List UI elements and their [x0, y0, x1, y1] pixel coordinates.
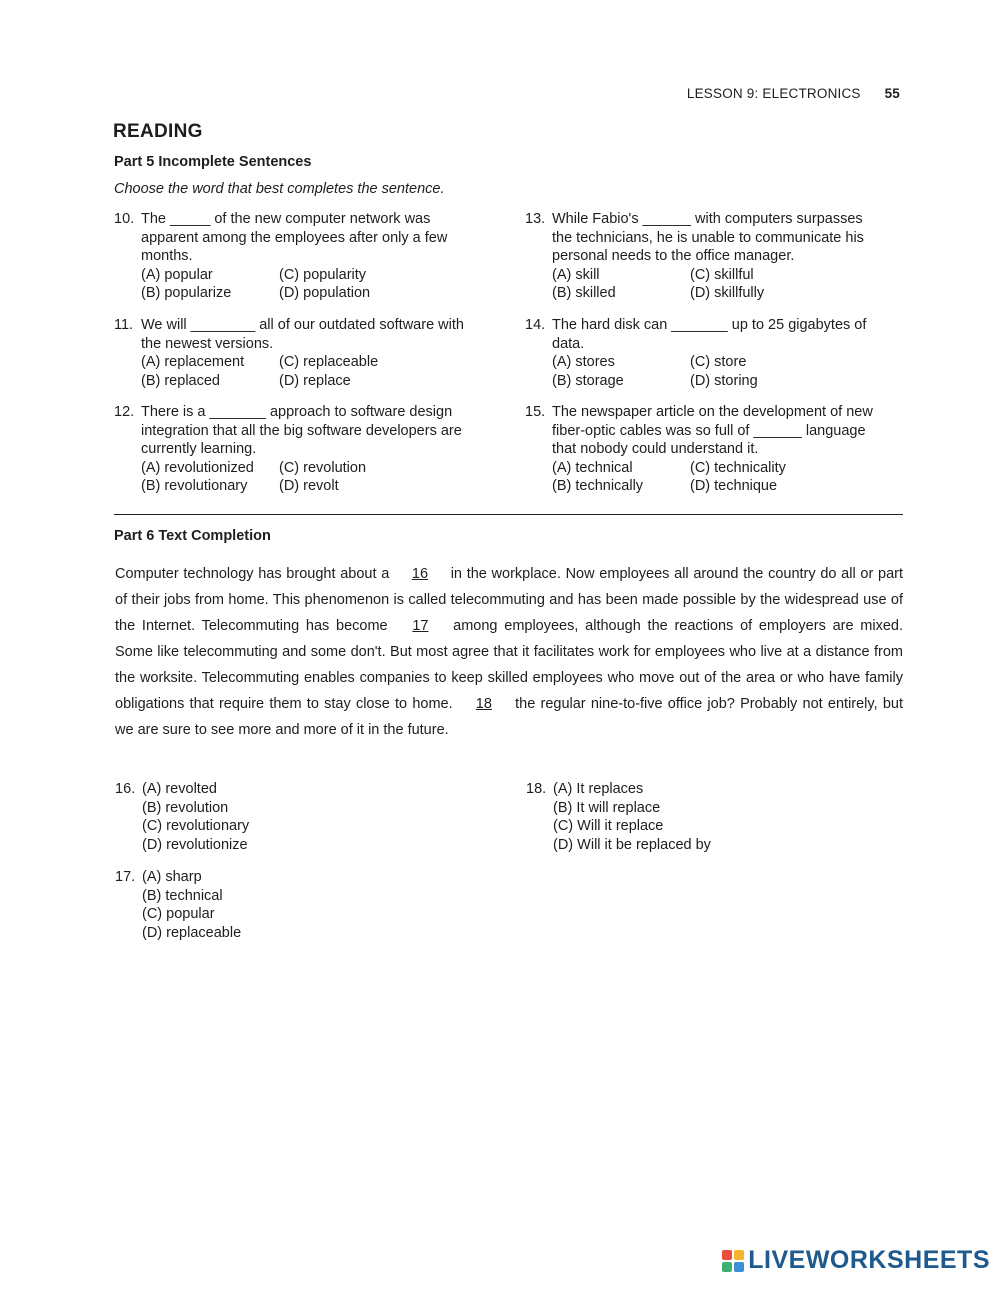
answer-option[interactable]: (D) skillfully [690, 285, 765, 301]
question-number: 17. [115, 869, 136, 885]
section-divider [114, 514, 903, 515]
answer-option[interactable]: (C) revolutionary [142, 818, 250, 834]
answer-option[interactable]: (D) revolt [279, 478, 339, 494]
answer-option[interactable]: (C) revolution [279, 459, 367, 476]
answer-option[interactable]: (C) skillful [690, 266, 754, 283]
lesson-title: LESSON 9: ELECTRONICS [686, 86, 861, 101]
question-13 [525, 210, 905, 303]
question-line: We will ________ all of our outdated software with [141, 317, 464, 333]
logo-block [734, 1262, 744, 1272]
question-number: 15. [525, 404, 546, 420]
answer-option[interactable]: (A) popular [141, 266, 213, 283]
answer-option[interactable]: (C) popularity [279, 266, 367, 283]
answer-option[interactable]: (C) Will it replace [553, 818, 664, 834]
liveworksheets-logo [722, 1246, 990, 1275]
answer-option[interactable]: (A) sharp [142, 869, 202, 885]
question-number: 18. [526, 781, 547, 797]
passage-text: Computer technology has brought about a [115, 566, 394, 582]
section-title: READING [113, 121, 203, 142]
question-11 [114, 316, 494, 390]
passage [115, 561, 903, 743]
answer-option[interactable]: (B) It will replace [553, 799, 661, 816]
answer-option[interactable]: (C) technicality [690, 459, 786, 476]
answer-option[interactable]: (B) revolution [142, 799, 229, 816]
answer-option[interactable]: (A) skill [552, 266, 600, 283]
question-line: fiber-optic cables was so full of ______ language [552, 422, 866, 439]
answer-option[interactable]: (A) technical [552, 459, 633, 476]
logo-block [722, 1250, 732, 1260]
question-line: The hard disk can _______ up to 25 gigabytes of [552, 317, 867, 333]
answer-option[interactable]: (B) technically [552, 478, 644, 494]
answer-option[interactable]: (B) revolutionary [141, 478, 248, 494]
question-number: 11. [114, 317, 134, 333]
part5-title: Part 5 Incomplete Sentences [114, 154, 312, 170]
answer-option[interactable]: (A) stores [552, 354, 615, 370]
answer-option[interactable]: (A) replacement [141, 354, 245, 370]
question-line: currently learning. [141, 441, 257, 457]
question-line: integration that all the big software developers are [141, 422, 462, 439]
question-10 [114, 210, 494, 303]
answer-option[interactable]: (B) popularize [141, 285, 232, 301]
logo-block [722, 1262, 732, 1272]
answer-option[interactable]: (A) It replaces [553, 781, 644, 797]
answer-option[interactable]: (B) replaced [141, 372, 220, 389]
blank-16[interactable]: 16 [411, 566, 429, 582]
question-14 [525, 316, 905, 390]
question-12 [114, 403, 494, 496]
question-number: 16. [115, 781, 136, 797]
question-line: The newspaper article on the development of new [552, 404, 873, 420]
part5-instruction: Choose the word that best completes the sentence. [114, 181, 445, 197]
blank-18[interactable]: 18 [475, 696, 492, 712]
question-line: data. [552, 335, 585, 352]
question-line: that nobody could understand it. [552, 441, 759, 457]
passage-text: in the workplace. Now employees all around the country do all or part of their jobs from home. This phenomenon is called telecommuting and has been made possible by the widespread use of the Internet. Telecommuting has become [115, 566, 903, 634]
logo-block [734, 1250, 744, 1260]
question-17 [115, 868, 241, 942]
question-number: 12. [114, 404, 135, 420]
question-number: 10. [114, 211, 135, 227]
answer-option[interactable]: (B) technical [142, 887, 223, 904]
answer-option[interactable]: (D) revolutionize [142, 836, 248, 853]
page-number: 55 [884, 86, 900, 101]
question-line: months. [141, 248, 193, 264]
logo-blocks-icon [722, 1250, 744, 1272]
question-16 [115, 780, 249, 854]
answer-option[interactable]: (B) storage [552, 372, 624, 389]
question-15 [525, 403, 905, 496]
question-line: apparent among the employees after only a few [141, 229, 448, 246]
question-line: The _____ of the new computer network was [141, 211, 431, 227]
question-line: There is a _______ approach to software design [141, 404, 453, 420]
question-line: personal needs to the office manager. [552, 248, 795, 264]
answer-option[interactable]: (C) store [690, 354, 747, 370]
question-line: While Fabio's ______ with computers surpasses [552, 211, 863, 227]
answer-option[interactable]: (D) Will it be replaced by [553, 836, 711, 853]
answer-option[interactable]: (D) technique [690, 478, 778, 494]
answer-option[interactable]: (D) replace [279, 372, 351, 389]
answer-option[interactable]: (B) skilled [552, 285, 616, 301]
question-18 [526, 780, 711, 854]
passage-text: the regular nine-to-five office job? Probably not entirely, but we are sure to see more and more of it in the future. [115, 696, 903, 738]
part6-title: Part 6 Text Completion [114, 528, 271, 544]
question-number: 13. [525, 211, 546, 227]
page-header [687, 86, 900, 101]
logo-text: LIVEWORKSHEETS [748, 1246, 990, 1274]
answer-option[interactable]: (D) population [279, 285, 371, 301]
question-line: the newest versions. [141, 335, 274, 352]
answer-option[interactable]: (D) storing [690, 372, 758, 389]
answer-option[interactable]: (A) revolted [142, 781, 217, 797]
answer-option[interactable]: (D) replaceable [142, 924, 242, 941]
question-line: the technicians, he is unable to communicate his [552, 229, 864, 246]
blank-17[interactable]: 17 [412, 618, 429, 634]
answer-option[interactable]: (C) replaceable [279, 354, 379, 370]
passage-text: among employees, although the reactions of employers are mixed. Some like telecommuting and some don't. But most agree that it facilitates work for employees who live at a distance from the worksite. Telecommuting enables companies to keep skilled employees who move out of the area or who have family obligations that require them to stay close to home. [115, 618, 904, 712]
question-number: 14. [525, 317, 546, 333]
answer-option[interactable]: (A) revolutionized [141, 459, 254, 476]
answer-option[interactable]: (C) popular [142, 906, 215, 922]
